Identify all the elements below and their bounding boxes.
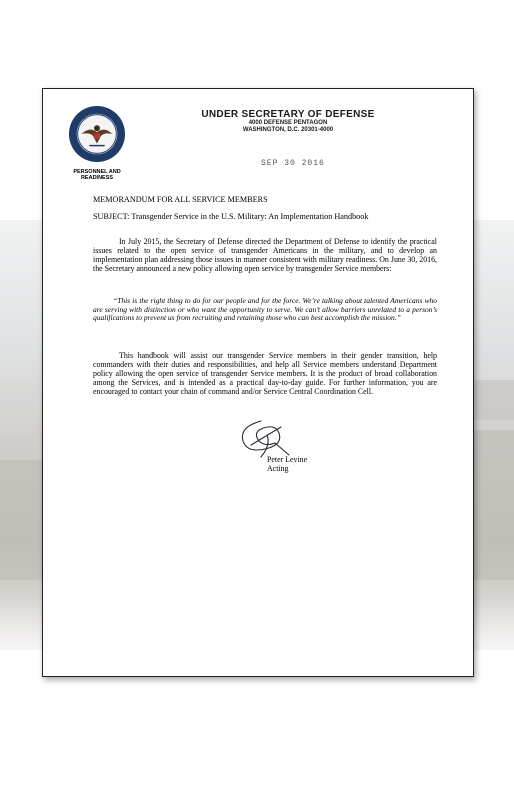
signer-title: Acting xyxy=(267,464,289,473)
date-stamp: SEP 30 2016 xyxy=(261,159,325,168)
signature-block xyxy=(267,455,307,473)
address-line-1: 4000 DEFENSE PENTAGON xyxy=(248,120,328,126)
memo-document xyxy=(42,88,474,677)
department-line-1: PERSONNEL AND xyxy=(73,169,121,175)
subject-line: SUBJECT: Transgender Service in the U.S. Military: An Implementation Handbook xyxy=(93,212,369,221)
address-line-2: WASHINGTON, D.C. 20301-4000 xyxy=(242,127,334,133)
department-line-2: READINESS xyxy=(80,175,114,181)
office-title: UNDER SECRETARY OF DEFENSE xyxy=(201,109,375,120)
paragraph-handbook: This handbook will assist our transgender Service members in their gender transition, help commanders with their duties and responsibilities, and help all Service members understand Department policy allowing the open service of transgender Service members. It is the product of broad collaboration among the Services, and is intended as a practical day-to-day guide. For further information, you are encouraged to contact your chain of command and/or Service Central Coordination Cell. xyxy=(93,351,437,396)
signer-name: Peter Levine xyxy=(267,455,308,464)
memo-line: MEMORANDUM FOR ALL SERVICE MEMBERS xyxy=(93,195,268,204)
letterhead xyxy=(163,109,413,134)
department-label xyxy=(53,169,141,181)
dod-seal-icon xyxy=(68,105,126,163)
secretary-quote: “This is the right thing to do for our people and for the force. We’re talking about talented Americans who are serving with distinction or who want the opportunity to serve. We can’t allow barriers unrelated to a person’s qualifications to prevent us from recruiting and retaining those who can best accomplish the mission.” xyxy=(93,296,437,323)
paragraph-intro: In July 2015, the Secretary of Defense directed the Department of Defense to identify the practical issues related to the open service of transgender Americans in the military, and to develop an implementation plan addressing those issues in manner consistent with military readiness. On June 30, 2016, the Secretary announced a new policy allowing open service by transgender Service members: xyxy=(93,237,437,273)
